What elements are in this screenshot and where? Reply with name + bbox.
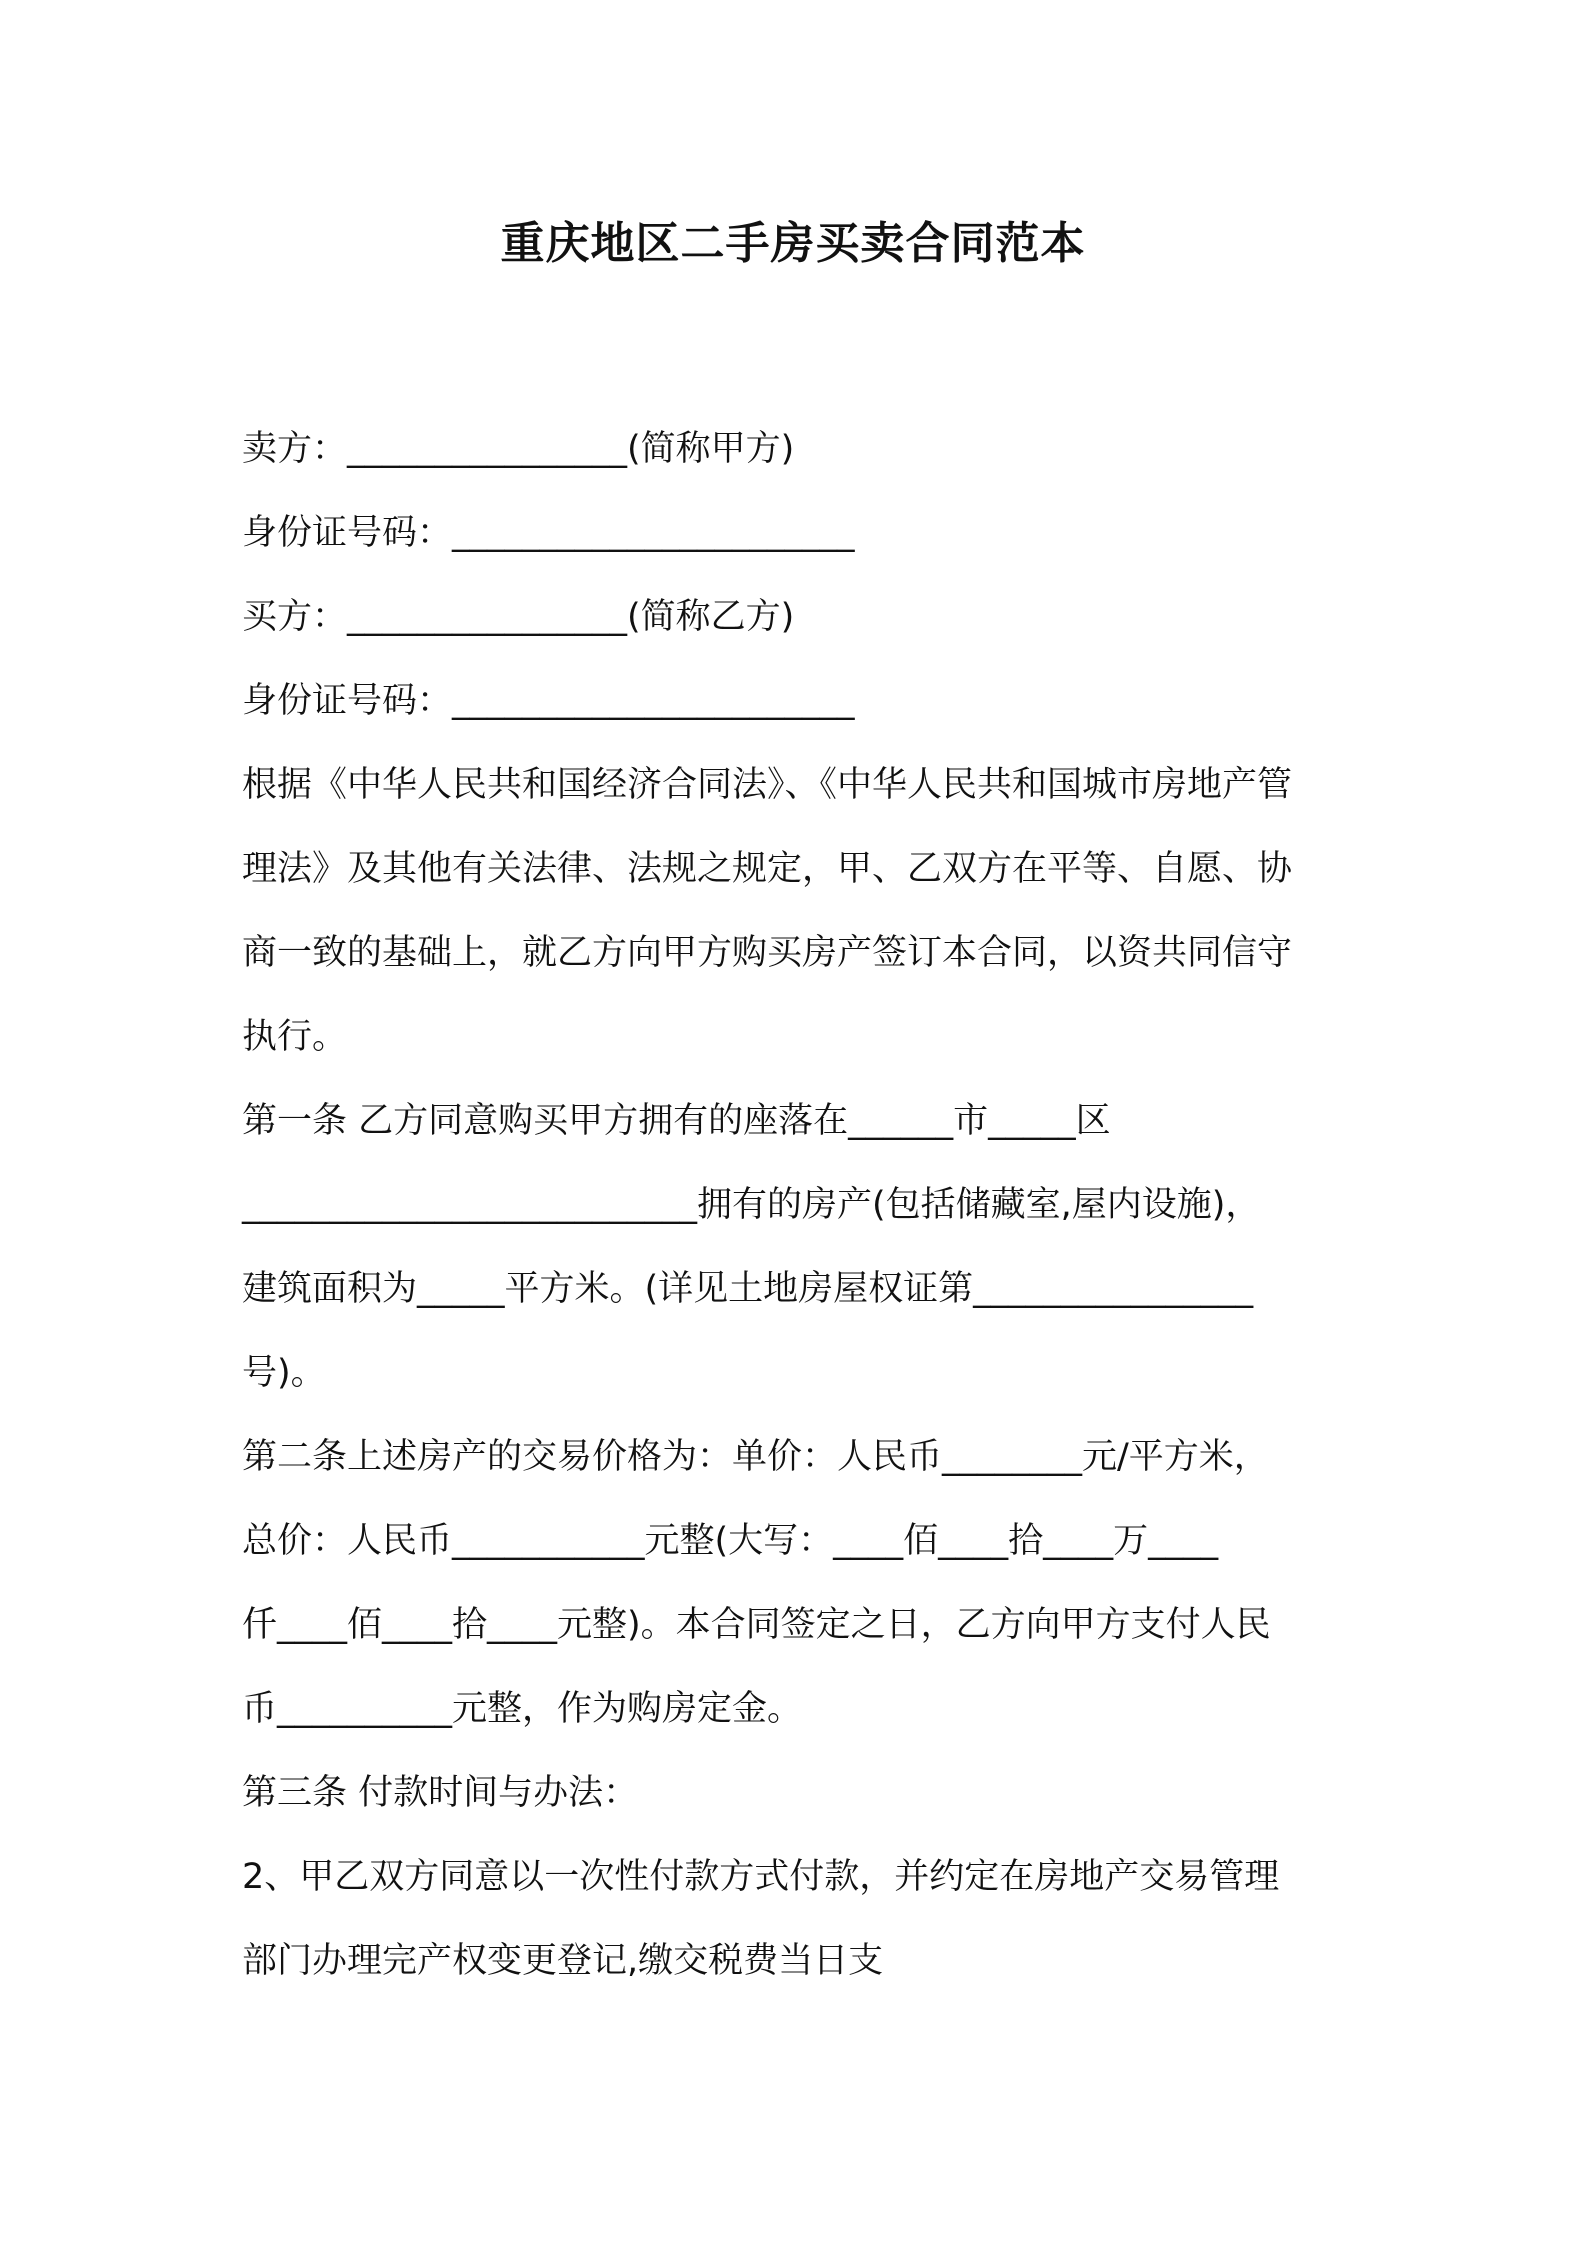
article-3-line-1: 2、甲乙双方同意以一次性付款方式付款，并约定在房地产交易管理	[242, 1857, 1280, 1897]
preamble-line-4: 执行。	[242, 1017, 348, 1057]
article-2-line-1: 第二条上述房产的交易价格为：单价：人民币________元/平方米，	[242, 1437, 1269, 1477]
article-2-line-2: 总价：人民币___________元整(大写：____佰____拾____万____	[242, 1521, 1219, 1561]
preamble-line-3: 商一致的基础上，就乙方向甲方购买房产签订本合同，以资共同信守	[242, 933, 1293, 973]
article-2-line-4: 币__________元整，作为购房定金。	[242, 1689, 803, 1729]
article-1-line-3: 建筑面积为_____平方米。(详见土地房屋权证第________________	[242, 1269, 1254, 1309]
article-2-line-3: 仟____佰____拾____元整)。本合同签定之日，乙方向甲方支付人民	[242, 1605, 1271, 1645]
seller-line: 卖方：________________(简称甲方)	[242, 429, 795, 469]
article-1-line-1: 第一条 乙方同意购买甲方拥有的座落在______市_____区	[242, 1101, 1111, 1141]
document-body	[242, 407, 1354, 2003]
article-1-line-2: __________________________拥有的房产(包括储藏室,屋内设施)，	[242, 1185, 1261, 1225]
document-title: 重庆地区二手房买卖合同范本	[500, 218, 1086, 269]
article-1-line-4: 号)。	[242, 1353, 326, 1393]
buyer-line: 买方：________________(简称乙方)	[242, 597, 795, 637]
seller-id-line: 身份证号码：_______________________	[242, 513, 855, 553]
buyer-id-line: 身份证号码：_______________________	[242, 681, 855, 721]
article-3-heading: 第三条 付款时间与办法：	[242, 1773, 639, 1813]
preamble-line-1: 根据《中华人民共和国经济合同法》、《中华人民共和国城市房地产管	[242, 765, 1293, 805]
preamble-line-2: 理法》及其他有关法律、法规之规定，甲、乙双方在平等、自愿、协	[242, 849, 1293, 889]
article-3-line-2: 部门办理完产权变更登记,缴交税费当日支	[242, 1941, 884, 1981]
